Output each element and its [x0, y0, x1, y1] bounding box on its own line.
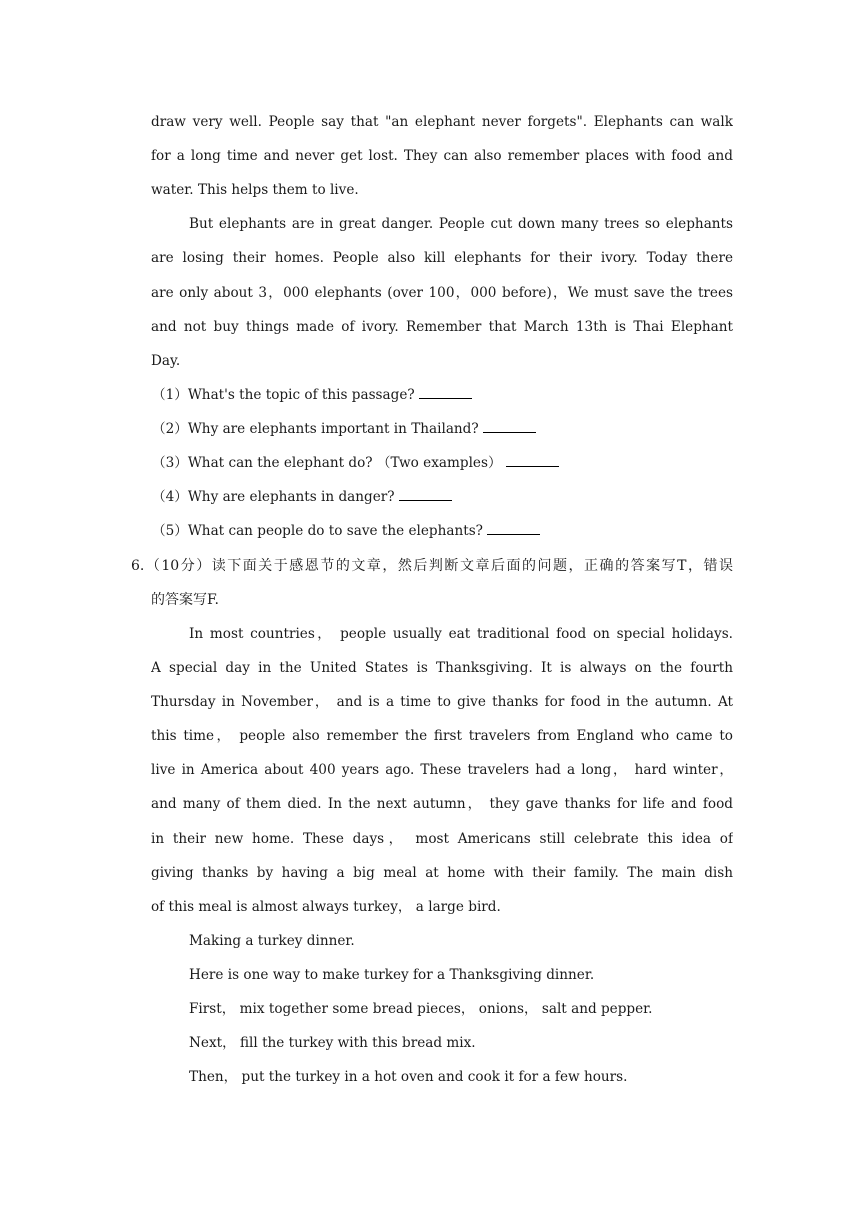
- passage-line: this time， people also remember the first travelers from England who came to: [151, 728, 733, 744]
- passage-line: water. This helps them to live.: [151, 182, 359, 198]
- passage-line: live in America about 400 years ago. These travelers had a long， hard winter，: [151, 762, 733, 778]
- question-item: [152, 386, 733, 404]
- question-text: （4）Why are elephants in danger?: [152, 489, 395, 505]
- passage-line: A special day in the United States is Thanksgiving. It is always on the fourth: [151, 660, 733, 676]
- passage-line: Thursday in November， and is a time to give thanks for food in the autumn. At: [151, 694, 733, 710]
- recipe-step: Next， fill the turkey with this bread mix.: [189, 1035, 476, 1051]
- passage-line: giving thanks by having a big meal at home with their family. The main dish: [151, 865, 733, 881]
- answer-blank[interactable]: [483, 420, 536, 433]
- passage-line: are losing their homes. People also kill elephants for their ivory. Today there: [151, 250, 733, 266]
- passage-line: are only about 3，000 elephants (over 100，000 before)，We must save the trees: [151, 285, 733, 301]
- answer-blank[interactable]: [399, 488, 452, 501]
- passage-line: in their new home. These days， most Americans still celebrate this idea of: [151, 831, 733, 847]
- question-item: [152, 454, 733, 472]
- question-text: （3）What can the elephant do? （Two examples）: [152, 455, 502, 471]
- question-6-instruction: 6.（10分）读下面关于感恩节的文章，然后判断文章后面的问题，正确的答案写T，错误: [131, 558, 733, 574]
- passage-line: In most countries， people usually eat traditional food on special holidays.: [189, 626, 733, 642]
- question-item: [152, 420, 733, 438]
- recipe-step: First， mix together some bread pieces， onions， salt and pepper.: [189, 1001, 653, 1017]
- answer-blank[interactable]: [419, 386, 472, 399]
- question-text: （5）What can people do to save the elephants?: [152, 523, 483, 539]
- passage-line: of this meal is almost always turkey， a large bird.: [151, 899, 501, 915]
- passage-line: Day.: [151, 353, 181, 369]
- answer-blank[interactable]: [506, 454, 559, 467]
- question-text: （1）What's the topic of this passage?: [152, 387, 415, 403]
- recipe-title: Making a turkey dinner.: [189, 933, 355, 949]
- recipe-step: Then， put the turkey in a hot oven and cook it for a few hours.: [189, 1069, 628, 1085]
- question-text: （2）Why are elephants important in Thailand?: [152, 421, 479, 437]
- answer-blank[interactable]: [487, 522, 540, 535]
- passage-line: and not buy things made of ivory. Remember that March 13th is Thai Elephant: [151, 319, 733, 335]
- passage-line: draw very well. People say that "an elephant never forgets". Elephants can walk: [151, 114, 733, 130]
- passage-line: But elephants are in great danger. People cut down many trees so elephants: [189, 216, 733, 232]
- recipe-line: Here is one way to make turkey for a Thanksgiving dinner.: [189, 967, 595, 983]
- question-item: [152, 488, 733, 506]
- passage-line: and many of them died. In the next autumn， they gave thanks for life and food: [151, 796, 733, 812]
- question-6-instruction-cont: 的答案写F.: [151, 592, 219, 608]
- question-item: [152, 522, 733, 540]
- passage-line: for a long time and never get lost. They can also remember places with food and: [151, 148, 733, 164]
